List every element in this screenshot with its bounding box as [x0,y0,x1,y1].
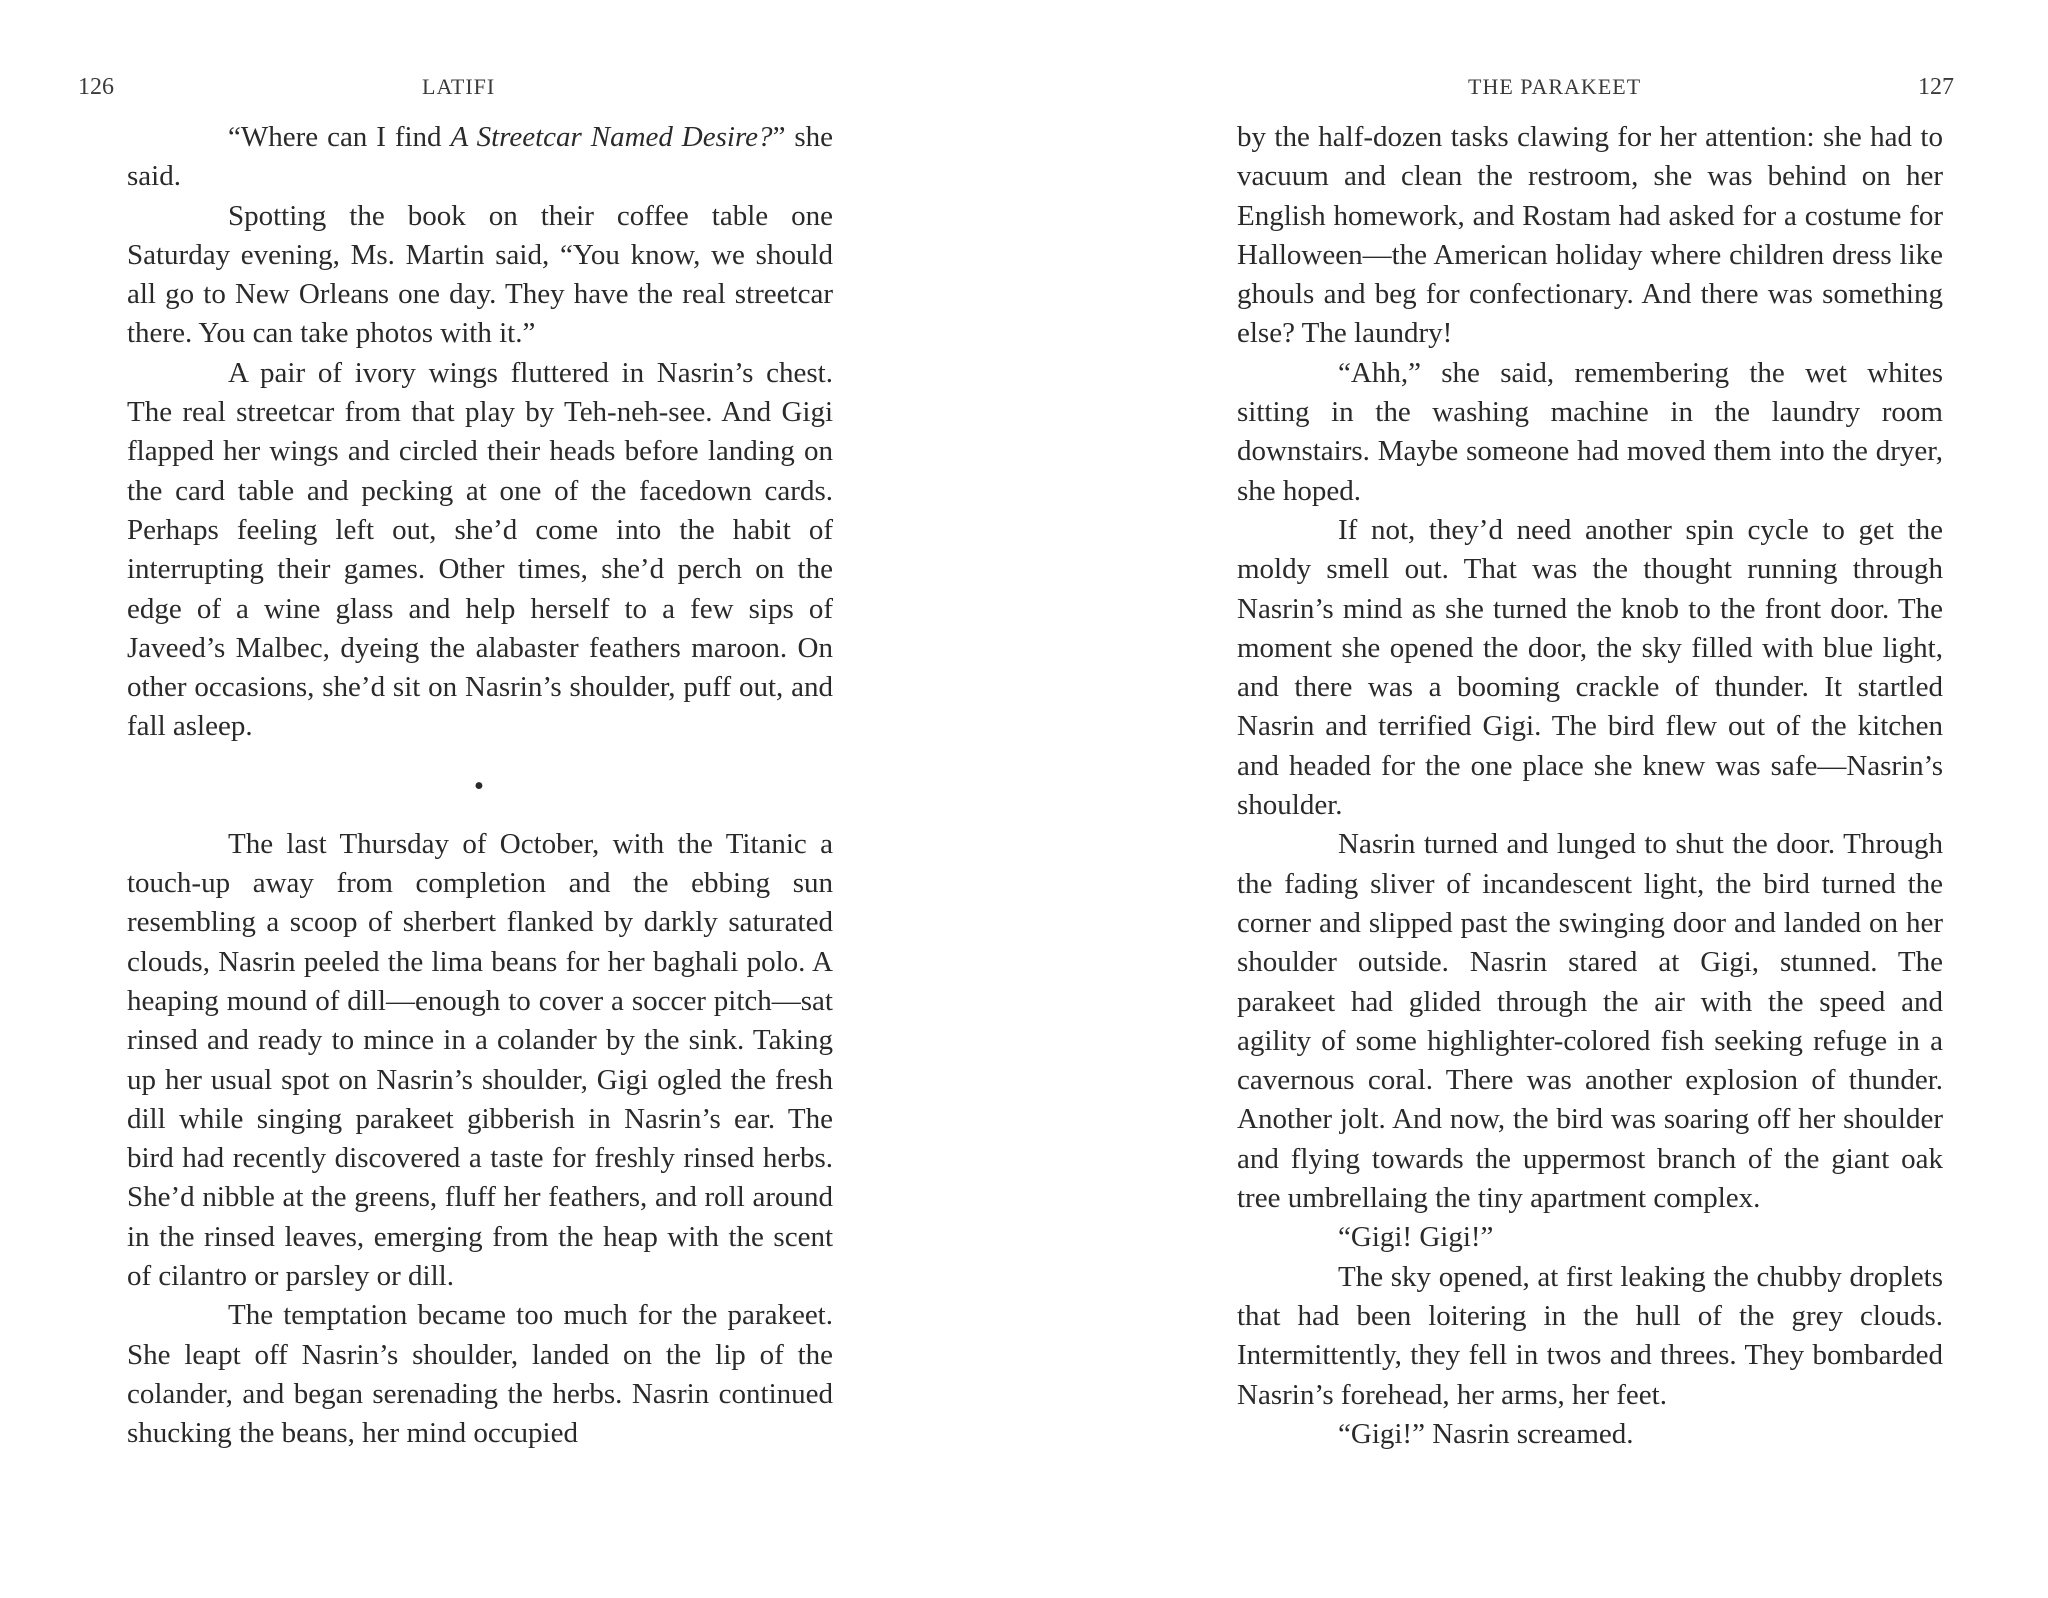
paragraph: If not, they’d need another spin cycle to get the moldy smell out. That was the thought running through Nasrin’s mind as she turned the knob to the front door. The moment she opened the door, the sky filled with blue light, and there was a booming crackle of thunder. It startled Nasrin and terrified Gigi. The bird flew out of the kitchen and headed for the one place she knew was safe—Nasrin’s shoulder. [1237,513,1943,822]
book-title: A Streetcar Named Desire? [450,121,773,153]
paragraph: A pair of ivory wings fluttered in Nasrin’s chest. The real streetcar from that play by Teh-neh-see. And Gigi flapped her wings and circled their heads before landing on the card table and pecking at one of the facedown cards. Perhaps feeling left out, she’d come into the habit of interrupting their games. Other times, she’d perch on the edge of a wine glass and help herself to a few sips of Javeed’s Malbec, dyeing the alabaster feathers maroon. On other occasions, she’d sit on Nasrin’s shoulder, puff out, and fall asleep. [127,356,833,743]
paragraph: Spotting the book on their coffee table one Saturday evening, Ms. Martin said, “You know, we should all go to New Orleans one day. They have the real streetcar there. You can take photos with it.” [127,199,833,350]
running-head-title: THE PARAKEET [1468,74,1642,99]
paragraph: The last Thursday of October, with the Titanic a touch-up away from completion and the ebbing sun resembling a scoop of sherbert flanked by darkly saturated clouds, Nasrin peeled the lima beans for her baghali polo. A heaping mound of dill—enough to cover a soccer pitch—sat rinsed and ready to mince in a colander by the sink. Taking up her usual spot on Nasrin’s shoulder, Gigi ogled the fresh dill while singing parakeet gibberish in Nasrin’s ear. The bird had recently discovered a taste for freshly rinsed herbs. She’d nibble at the greens, fluff her feathers, and roll around in the rinsed leaves, emerging from the heap with the scent of cilantro or parsley or dill. [127,827,833,1293]
paragraph: “Gigi! Gigi!” [1338,1221,1494,1254]
page-number-right: 127 [1918,74,1954,100]
paragraph: Nasrin turned and lunged to shut the door. Through the fading sliver of incandescent light, the bird turned the corner and slipped past the swinging door and landed on her shoulder outside. Nasrin stared at Gigi, stunned. The parakeet had glided through the air with the speed and agility of some highlighter-colored fish seeking refuge in a cavernous coral. There was another explosion of thunder. Another jolt. And now, the bird was soaring off her shoulder and flying towards the uppermost branch of the giant oak tree umbrellaing the tiny apartment complex. [1237,828,1943,1215]
paragraph: “Where can I find A Streetcar Named Desire?” she said. [127,121,834,193]
paragraph: “Gigi!” Nasrin screamed. [1338,1417,1634,1450]
left-text-block [127,118,833,1454]
paragraph: The temptation became too much for the parakeet. She leapt off Nasrin’s shoulder, landed on the lip of the colander, and began serenading the herbs. Nasrin continued shucking the beans, her mind occupied [127,1299,833,1450]
section-break: • [473,769,485,802]
paragraph-continuation: by the half-dozen tasks clawing for her attention: she had to vacuum and clean the restroom, she was behind on her English homework, and Rostam had asked for a costume for Halloween—the American holiday where children dress like ghouls and beg for confectionary. And there was something else? The laundry! [1237,121,1943,350]
paragraph: “Ahh,” she said, remembering the wet whites sitting in the washing machine in the laundry room downstairs. Maybe someone had moved them into the dryer, she hoped. [1237,356,1943,507]
running-head-author: LATIFI [422,74,496,99]
right-text-block [1237,118,1943,1454]
paragraph: The sky opened, at first leaking the chubby droplets that had been loitering in the hull of the grey clouds. Intermittently, they fell in twos and threes. They bombarded Nasrin’s forehead, her arms, her feet. [1237,1260,1943,1411]
page-number-left: 126 [78,74,114,100]
